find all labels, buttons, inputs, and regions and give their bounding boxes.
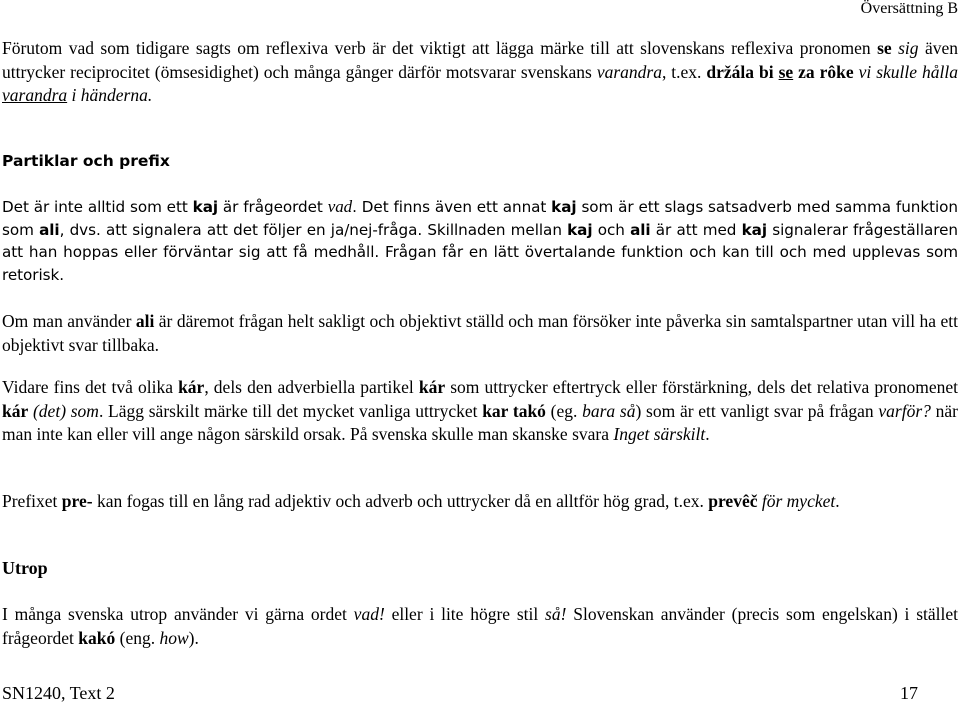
section-heading-utrop: Utrop: [2, 558, 48, 578]
paragraph-utrop: I många svenska utrop använder vi gärna ordet vad! eller i lite högre stil så! Slovenskan använder (precis som engelskan) i stället frågeordet kakó (eng. how).: [2, 604, 958, 648]
paragraph-kaj: Det är inte alltid som ett kaj är frågeordet vad. Det finns även ett annat kaj som är ett slags satsadverb med samma funktion som ali, dvs. att signalera att det följer en ja/nej-fråga. Skillnaden mellan kaj och ali är att med kaj signalerar frågeställaren att han hoppas eller förväntar sig att få medhåll. Frågan får en lätt övertalande funktion och kan till och med upplevas som retorisk.: [2, 197, 958, 284]
paragraph-kar: Vidare fins det två olika kár, dels den adverbiella partikel kár som uttrycker eftertryck eller förstärkning, dels det relativa pronomenet kár (det) som. Lägg särskilt märke till det mycket vanliga uttrycket kar takó (eg. bara så) som är ett vanligt svar på frågan varför? när man inte kan eller vill ange någon särskild orsak. På svenska skulle man skanske svara Inget särskilt.: [2, 377, 958, 444]
footer-course-code: SN1240, Text 2: [2, 683, 115, 703]
paragraph-ali: Om man använder ali är däremot frågan helt sakligt och objektivt ställd och man försöker inte påverka sin samtalspartner utan vill ha ett objektivt svar tillbaka.: [2, 311, 958, 355]
footer-page-number: 17: [900, 683, 918, 703]
page-header: Översättning B: [860, 0, 958, 17]
paragraph-reflexive: Förutom vad som tidigare sagts om reflexiva verb är det viktigt att lägga märke till att slovenskans reflexiva pronomen se sig även uttrycker reciprocitet (ömsesidighet) och många gånger därför motsvarar svenskans varandra, t.ex. držála bi se za rôke vi skulle hålla varandra i händerna.: [2, 38, 958, 105]
paragraph-prefix-pre: Prefixet pre- kan fogas till en lång rad adjektiv och adverb och uttrycker då en alltför hög grad, t.ex. prevêč för mycket.: [2, 491, 840, 511]
section-heading-particles: Partiklar och prefix: [2, 152, 170, 170]
